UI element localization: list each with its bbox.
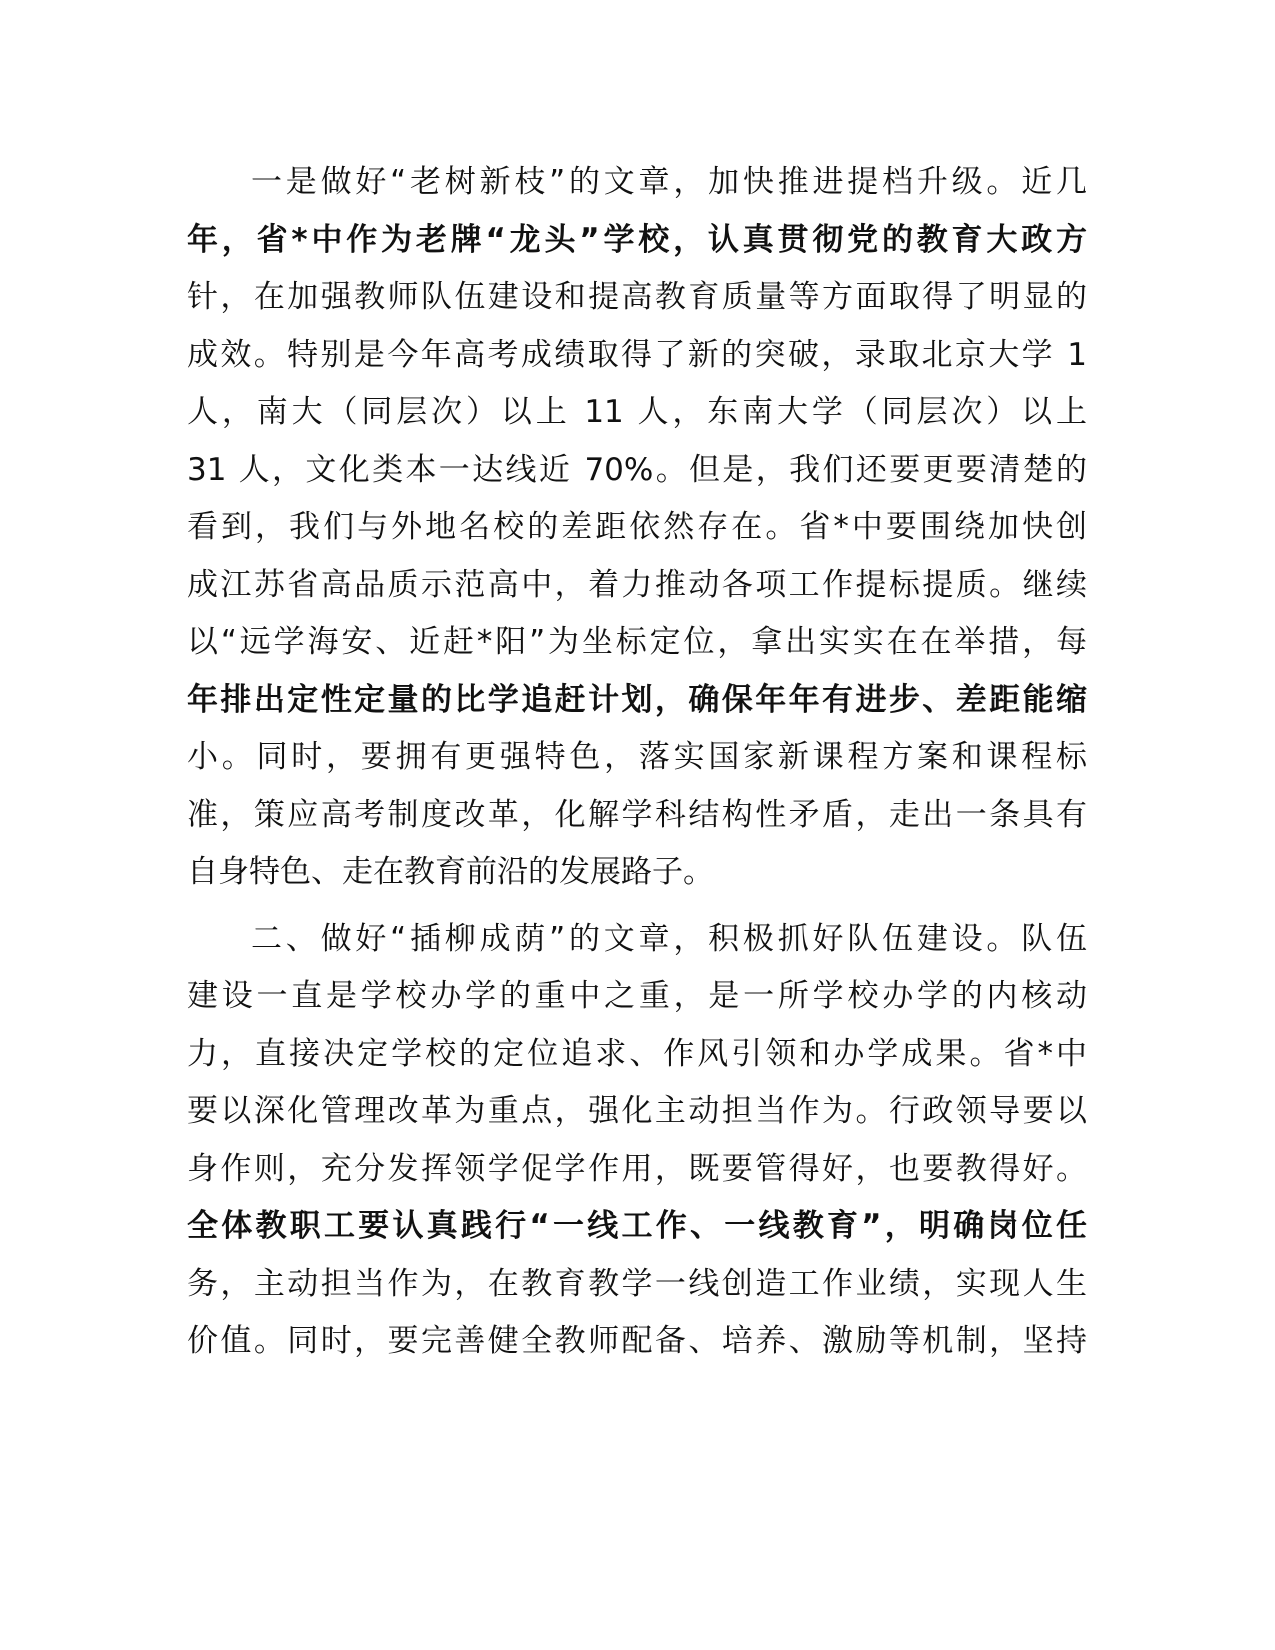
text-line: 一是做好“老树新枝”的文章，加快推进提档升级。近几	[251, 164, 1087, 200]
text-line: 身作则，充分发挥领学促学作用，既要管得好，也要教得好。	[187, 1150, 1087, 1187]
body-text	[187, 154, 1087, 1371]
text-line: 看到，我们与外地名校的差距依然存在。省*中要围绕加快创	[187, 509, 1087, 545]
paragraph-1	[187, 154, 1087, 902]
text-line: 31 人，文化类本一达线近 70%。但是，我们还要更要清楚的	[187, 451, 1087, 488]
text-line: 成江苏省高品质示范高中，着力推动各项工作提标提质。继续	[187, 566, 1087, 603]
text-line: 自身特色、走在教育前沿的发展路子。	[187, 854, 714, 890]
text-line: 小。同时，要拥有更强特色，落实国家新课程方案和课程标	[187, 739, 1087, 775]
text-line: 成效。特别是今年高考成绩取得了新的突破，录取北京大学 1	[187, 336, 1087, 373]
text-line: 力，直接决定学校的定位追求、作风引领和办学成果。省*中	[187, 1035, 1087, 1072]
text-line: 年排出定性定量的比学追赶计划，确保年年有进步、差距能缩	[187, 681, 1087, 718]
text-line: 年，省*中作为老牌“龙头”学校，认真贯彻党的教育大政方	[187, 221, 1087, 258]
text-line: 全体教职工要认真践行“一线工作、一线教育”，明确岗位任	[187, 1208, 1087, 1244]
text-line: 针，在加强教师队伍建设和提高教育质量等方面取得了明显的	[187, 279, 1087, 315]
text-line: 人，南大（同层次）以上 11 人，东南大学（同层次）以上	[187, 394, 1087, 430]
text-line: 务，主动担当作为，在教育教学一线创造工作业绩，实现人生	[187, 1265, 1087, 1302]
text-line: 建设一直是学校办学的重中之重，是一所学校办学的内核动	[187, 978, 1087, 1014]
text-line: 要以深化管理改革为重点，强化主动担当作为。行政领导要以	[187, 1093, 1087, 1129]
text-line: 价值。同时，要完善健全教师配备、培养、激励等机制，坚持	[187, 1323, 1087, 1359]
text-line: 二、做好“插柳成荫”的文章，积极抓好队伍建设。队伍	[251, 920, 1087, 957]
text-line: 准，策应高考制度改革，化解学科结构性矛盾，走出一条具有	[187, 796, 1087, 833]
text-line: 以“远学海安、近赶*阳”为坐标定位，拿出实实在在举措，每	[187, 624, 1087, 660]
paragraph-spacer	[187, 902, 1087, 911]
paragraph-2	[187, 911, 1087, 1371]
